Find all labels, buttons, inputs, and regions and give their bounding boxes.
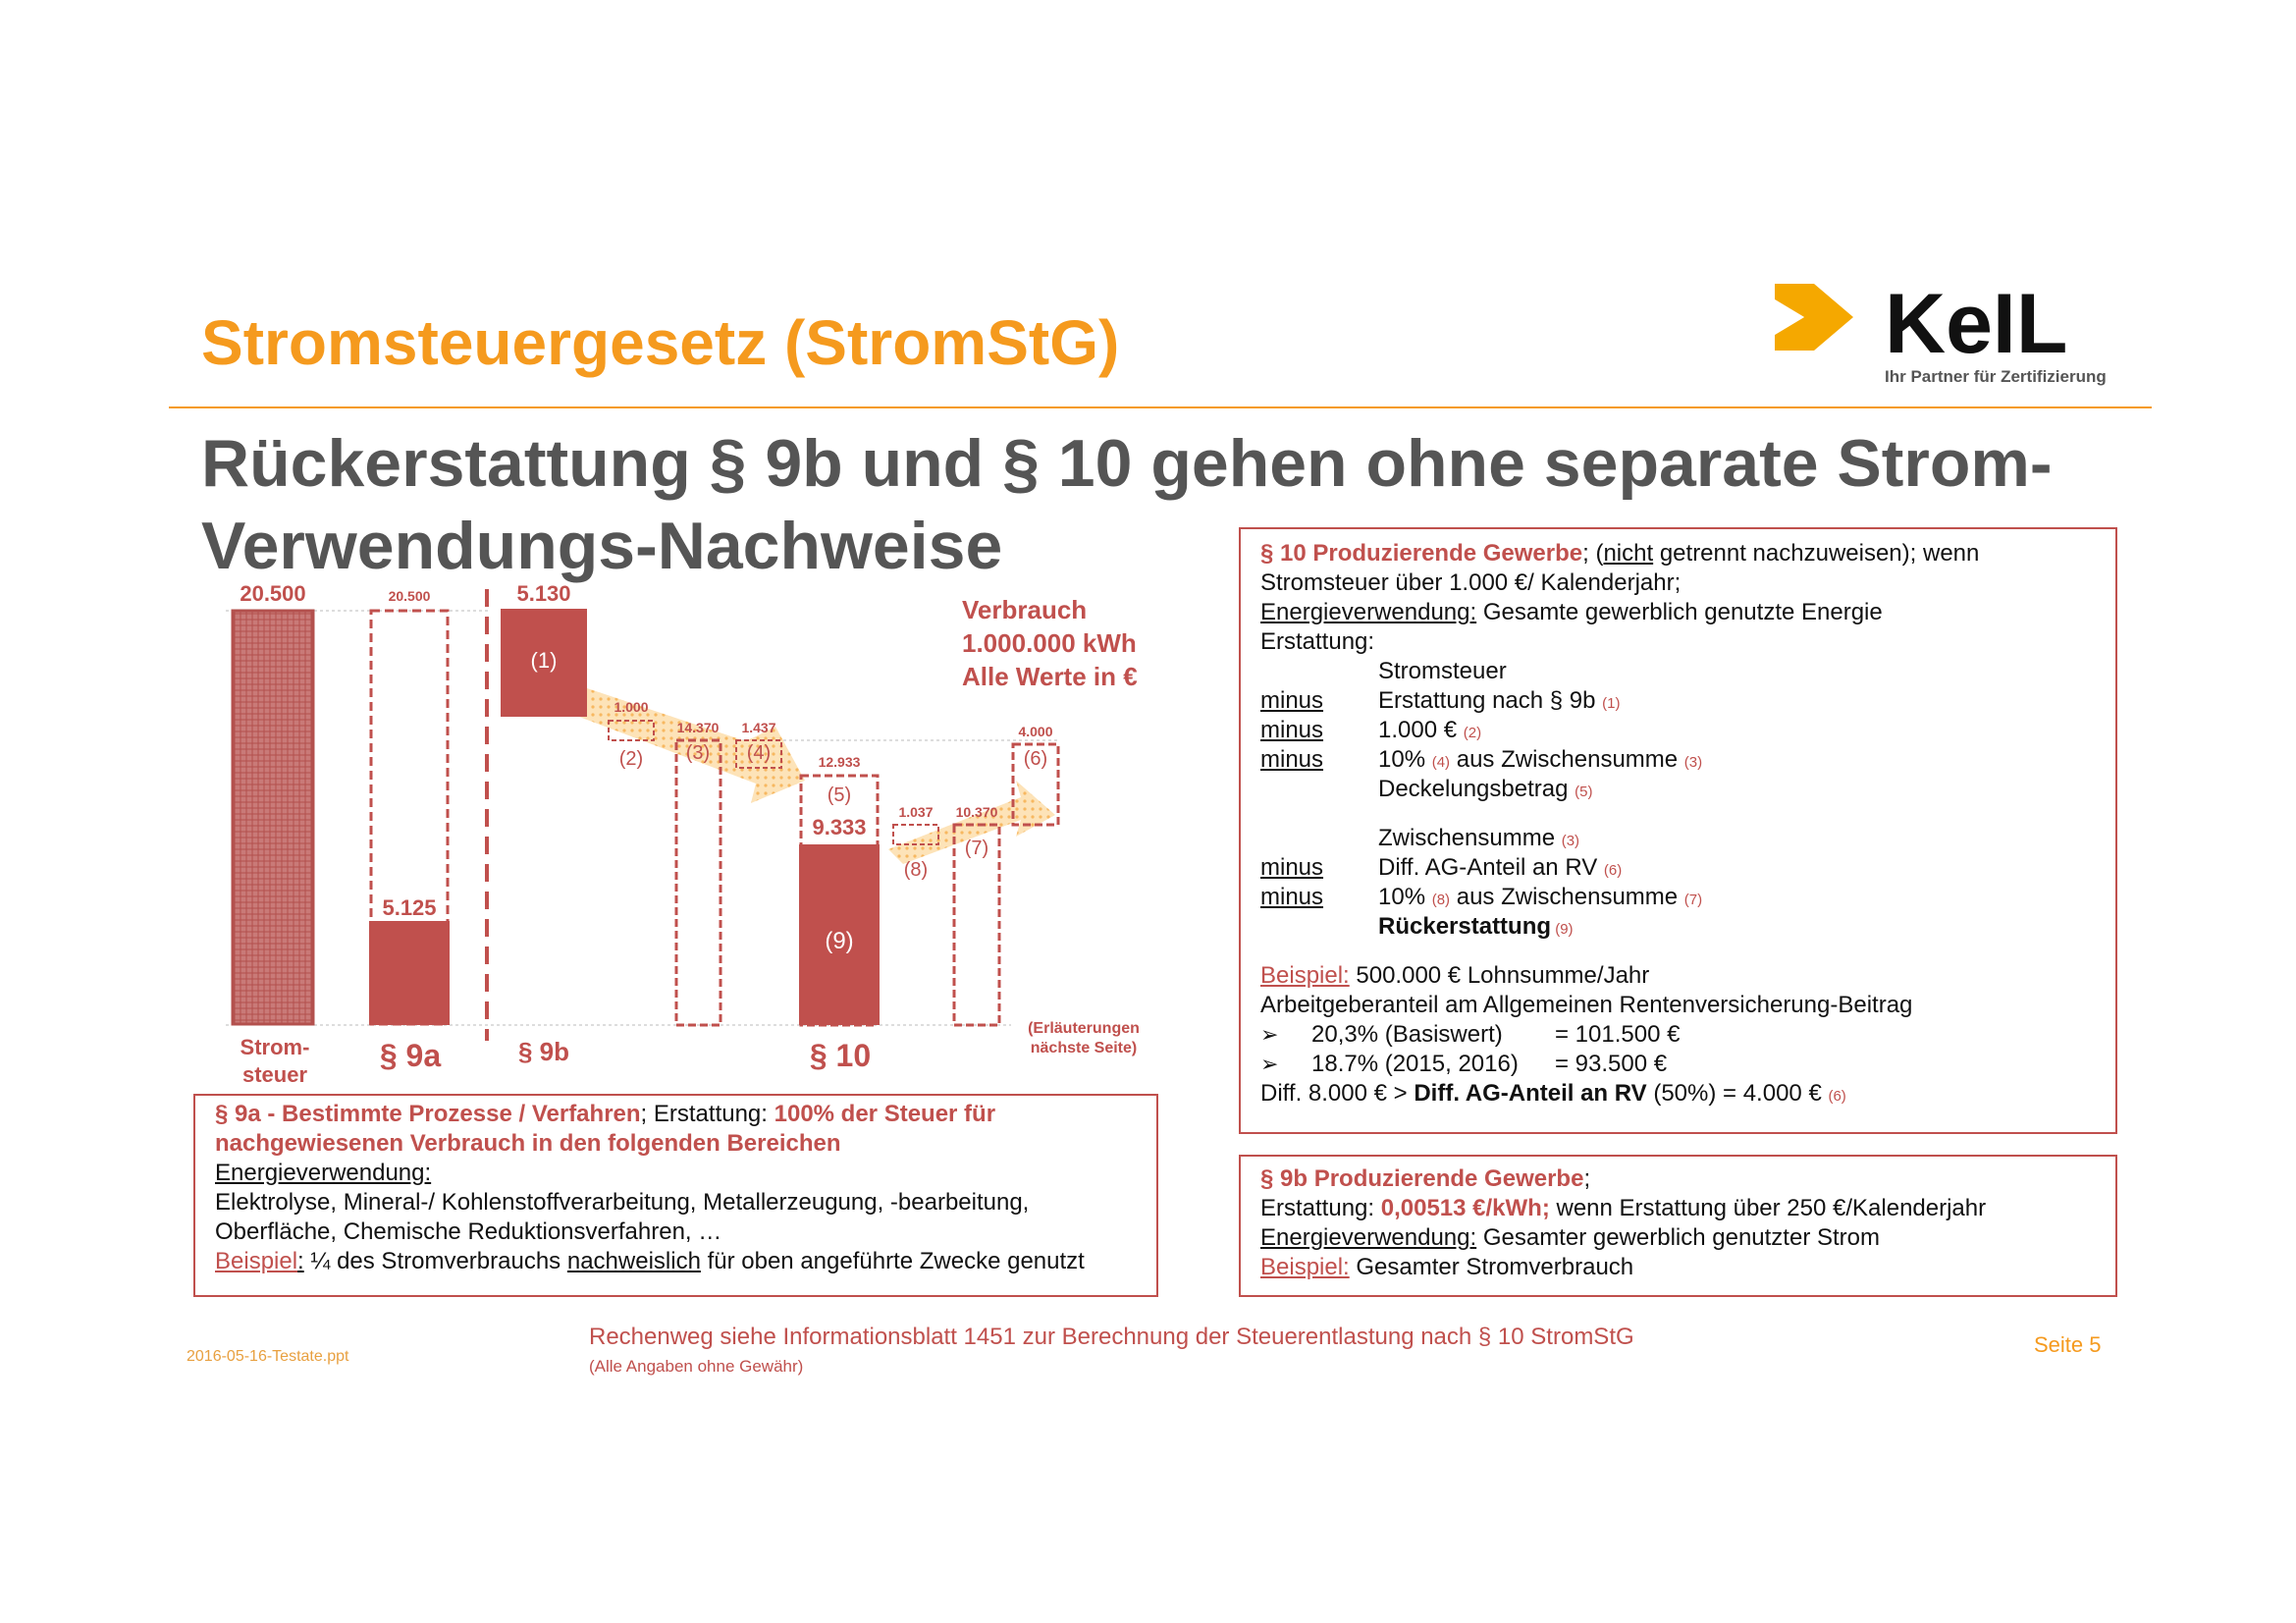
text: 18.7% (2015, 2016) xyxy=(1311,1051,1519,1077)
text: Gesamte gewerblich genutzte Energie xyxy=(1476,599,1883,625)
text: 0,00513 €/kWh; xyxy=(1380,1195,1550,1221)
calc-row xyxy=(1260,716,2096,745)
text: 20,3% (Basiswert) xyxy=(1311,1021,1503,1048)
calc-row xyxy=(1260,745,2096,775)
keil-logo-mark xyxy=(1775,278,2128,394)
text: Stromsteuer xyxy=(1378,658,1507,684)
value-label: 20.500 xyxy=(388,588,431,604)
value-label: 1.437 xyxy=(741,720,776,735)
text: getrennt nachzuweisen); wenn xyxy=(1653,540,1980,567)
category-label: steuer xyxy=(241,1062,308,1087)
text: für oben angeführte Zwecke genutzt xyxy=(700,1248,1085,1274)
tag-label: (7) xyxy=(964,838,989,859)
example-label: Beispiel: xyxy=(1260,962,1350,989)
text: aus Zwischensumme xyxy=(1450,746,1684,773)
title-divider xyxy=(169,406,2152,408)
chart-note: (Erläuterungen xyxy=(1028,1020,1140,1037)
waterfall-chart xyxy=(196,569,1207,1100)
category-label: § 9a xyxy=(379,1038,442,1073)
text: 1.000 € xyxy=(1378,717,1464,743)
text: 10% xyxy=(1378,746,1432,773)
text: nachgewiesenen Verbrauch in den folgenden Bereichen xyxy=(215,1130,841,1157)
value-label: 1.037 xyxy=(898,804,934,820)
tag-label: (9) xyxy=(825,928,854,954)
ref: (7) xyxy=(1683,892,1703,908)
category-label: Strom- xyxy=(240,1035,310,1059)
calc-row xyxy=(1260,853,2096,883)
calc-row xyxy=(1260,824,2096,853)
ref: (2) xyxy=(1463,725,1482,741)
text: Deckelungsbetrag xyxy=(1378,776,1575,802)
ref: (9) xyxy=(1551,921,1574,938)
footer-filename: 2016-05-16-Testate.ppt xyxy=(187,1348,349,1365)
text: Energieverwendung: xyxy=(215,1160,432,1186)
tag-label: (4) xyxy=(746,742,772,764)
ref: (5) xyxy=(1575,784,1593,800)
page-number: Seite 5 xyxy=(2034,1332,2102,1357)
text: (50%) = 4.000 € xyxy=(1646,1080,1829,1107)
tag-label: (6) xyxy=(1023,748,1048,770)
ref: (1) xyxy=(1602,695,1621,712)
footer-disclaimer: (Alle Angaben ohne Gewähr) xyxy=(589,1357,804,1376)
subtitle-line-1: Rückerstattung § 9b und § 10 gehen ohne separate Strom- xyxy=(201,426,2053,501)
value-label: 5.130 xyxy=(516,581,571,606)
box-9b-heading: § 9b Produzierende Gewerbe xyxy=(1260,1165,1584,1192)
bullet-row xyxy=(1260,1020,2096,1050)
text: = 101.500 € xyxy=(1555,1021,1681,1048)
box-9b xyxy=(1239,1155,2117,1297)
keil-logo xyxy=(1775,278,2128,394)
example-label: Beispiel: xyxy=(1260,1254,1350,1280)
logo-wordmark: KeIL xyxy=(1885,278,2068,371)
page-title: Stromsteuergesetz (StromStG) xyxy=(201,307,1120,378)
example-label: Beispiel xyxy=(215,1248,298,1274)
consumption-label: Alle Werte in € xyxy=(962,662,1138,691)
text: Oberfläche, Chemische Reduktionsverfahren, … xyxy=(215,1218,722,1245)
text: Energieverwendung: xyxy=(1260,1224,1477,1251)
chart-note: nächste Seite) xyxy=(1030,1040,1138,1056)
ref: (3) xyxy=(1683,754,1703,771)
text: Erstattung: xyxy=(1260,628,1375,655)
value-label: 1.000 xyxy=(614,699,649,715)
tag-label: (3) xyxy=(685,742,711,764)
text: 10% xyxy=(1378,884,1432,910)
subtitle-line-2: Verwendungs-Nachweise xyxy=(201,509,1003,583)
value-label: 12.933 xyxy=(818,754,861,770)
text: Erstattung nach § 9b xyxy=(1378,687,1603,714)
bullet-arrow-icon: ➢ xyxy=(1260,1022,1279,1047)
text: Diff. AG-Anteil an RV xyxy=(1378,854,1604,881)
ref: (6) xyxy=(1828,1088,1846,1105)
bullet-row xyxy=(1260,1050,2096,1079)
text: minus xyxy=(1260,717,1324,743)
ref: (3) xyxy=(1561,833,1580,849)
calc-row xyxy=(1260,883,2096,912)
calc-row xyxy=(1260,686,2096,716)
ref: (6) xyxy=(1603,862,1623,879)
text: Erstattung: xyxy=(1260,1195,1381,1221)
value-label: 9.333 xyxy=(812,815,867,839)
text: ¼ des Stromverbrauchs xyxy=(303,1248,567,1274)
tag-label: (1) xyxy=(530,648,558,673)
text: minus xyxy=(1260,687,1324,714)
text: wenn Erstattung über 250 €/Kalenderjahr xyxy=(1549,1195,1987,1221)
box-10 xyxy=(1239,527,2117,1134)
category-label: § 9b xyxy=(517,1037,570,1066)
text: Gesamter gewerblich genutzter Strom xyxy=(1476,1224,1880,1251)
ref: (8) xyxy=(1431,892,1451,908)
value-label: 10.370 xyxy=(955,804,998,820)
text: aus Zwischensumme xyxy=(1450,884,1684,910)
text: 100% der Steuer für xyxy=(774,1101,996,1127)
text: Zwischensumme xyxy=(1378,825,1562,851)
text: Diff. AG-Anteil an RV xyxy=(1414,1080,1647,1107)
calc-row xyxy=(1260,775,2096,804)
text: minus xyxy=(1260,746,1324,773)
text: Gesamter Stromverbrauch xyxy=(1349,1254,1634,1280)
tag-label: (8) xyxy=(903,859,929,881)
text: Rückerstattung xyxy=(1378,913,1552,940)
ref: (4) xyxy=(1431,754,1451,771)
logo-tagline: Ihr Partner für Zertifizierung xyxy=(1885,367,2107,386)
bar-9a-fill xyxy=(369,921,450,1025)
category-label: § 10 xyxy=(809,1038,872,1073)
bar-stromsteuer-total xyxy=(233,611,313,1024)
calc-row xyxy=(1260,912,2096,942)
consumption-label: Verbrauch xyxy=(962,595,1088,624)
bullet-arrow-icon: ➢ xyxy=(1260,1052,1279,1076)
bar-zwischensumme-3 xyxy=(676,740,721,1025)
value-label: 20.500 xyxy=(240,581,306,606)
text: Elektrolyse, Mineral-/ Kohlenstoffverarbeitung, Metallerzeugung, -bearbeitung, xyxy=(215,1189,1030,1216)
value-label: 4.000 xyxy=(1018,724,1053,739)
text: Diff. 8.000 € > xyxy=(1260,1080,1415,1107)
text: ; xyxy=(1583,1165,1591,1192)
tag-label: (2) xyxy=(618,748,644,770)
value-label: 5.125 xyxy=(382,895,437,920)
footer-note: Rechenweg siehe Informationsblatt 1451 zur Berechnung der Steuerentlastung nach § 10 StromStG xyxy=(589,1324,1634,1350)
text: ; ( xyxy=(1582,540,1604,567)
tag-label: (5) xyxy=(827,784,852,806)
value-label: 14.370 xyxy=(676,720,720,735)
text: Energieverwendung: xyxy=(1260,599,1477,625)
consumption-label: 1.000.000 kWh xyxy=(962,628,1137,658)
text: nicht xyxy=(1603,540,1654,567)
text: 500.000 € Lohnsumme/Jahr xyxy=(1349,962,1650,989)
box-10-heading: § 10 Produzierende Gewerbe xyxy=(1260,540,1583,567)
text: : xyxy=(297,1248,304,1274)
text: Stromsteuer über 1.000 €/ Kalenderjahr; xyxy=(1260,569,1682,596)
text: = 93.500 € xyxy=(1555,1051,1668,1077)
text: ; Erstattung: xyxy=(640,1101,774,1127)
text: minus xyxy=(1260,854,1324,881)
box-9a-heading: § 9a - Bestimmte Prozesse / Verfahren xyxy=(215,1101,641,1127)
text: Arbeitgeberanteil am Allgemeinen Rentenversicherung-Beitrag xyxy=(1260,992,1913,1018)
text: nachweislich xyxy=(566,1248,701,1274)
text: minus xyxy=(1260,884,1324,910)
box-9a xyxy=(193,1094,1158,1297)
